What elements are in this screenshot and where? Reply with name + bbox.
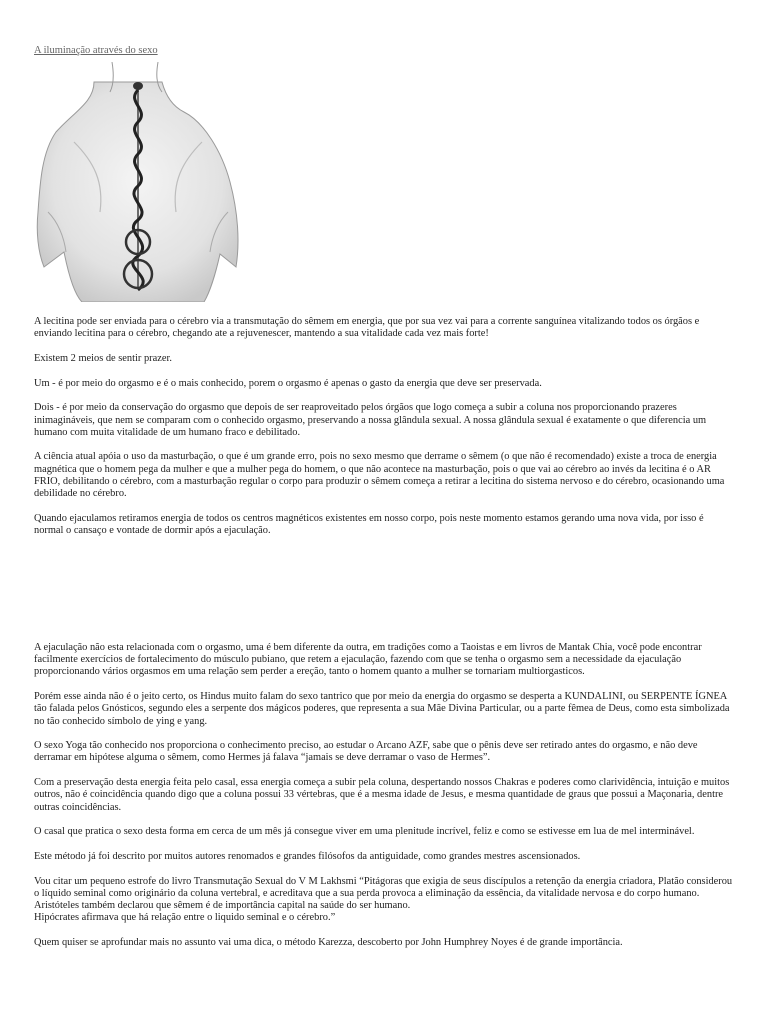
- paragraph: Quando ejaculamos retiramos energia de todos os centros magnéticos existentes em nosso corpo, pois neste momento estamos gerando uma nova vida, por isso é normal o cansaço e vontade de dormir após a ejaculação.: [34, 512, 704, 536]
- quote-line: Vou citar um pequeno estrofe do livro Transmutação Sexual do V M Lakhsmi “Pitágoras que exigia de seus discípulos a retenção da energia criadora, Platão considerou o líquido seminal como originário da coluna vertebral, e acreditava que a sua perda provoca a eliminação da essência, da vitalidade nervosa e do corpo humano.: [34, 875, 733, 899]
- paragraph: A ejaculação não esta relacionada com o orgasmo, uma é bem diferente da outra, em tradições como a Taoistas e em livros de Mantak Chia, você pode encontrar facilmente exercícios de fortalecimento do músculo pubiano, que retem a ejaculação, fazendo com que se tenha o orgasmo sem a necessidade da ejaculação proporcionando vários orgasmos em uma relação sem perder a ereção, tanto o homem quanto a mulher se tornariam multiorgasticos.: [34, 642, 702, 678]
- quote-line: Hipócrates afirmava que há relação entre o liquido seminal e o cérebro.”: [34, 912, 336, 924]
- paragraph: Este método já foi descrito por muitos autores renomados e grandes filósofos da antiguidade, como grandes mestres ascensionados.: [34, 850, 581, 862]
- paragraph: Existem 2 meios de sentir prazer.: [34, 352, 172, 364]
- article-title-link[interactable]: A iluminação através do sexo: [34, 45, 158, 56]
- quote-block: [34, 876, 734, 925]
- paragraph: Dois - é por meio da conservação do orgasmo que depois de ser reaproveitado pelos órgãos que logo começa a subir a coluna nos proporcionando prazeres inimagináveis, que nem se comparam com o conhecido orgasmo, preservando a nossa glândula sexual. A nossa glândula sexual é exatamente o que diferencia um humano com muita vitalidade de um humano fraco e debilitado.: [34, 402, 707, 438]
- spine-serpent-illustration: [34, 62, 240, 302]
- paragraph: Com a preservação desta energia feita pelo casal, essa energia começa a subir pela coluna, despertando nossos Chakras e poderes como clarividência, intuição e muitos outros, não é coincidência quando digo que a coluna possui 33 vértebras, que é a mesma idade de Jesus, e mesma quantidade de graus que possui a Maçonaria, dentre outras coincidências.: [34, 777, 730, 813]
- quote-line: Aristóteles também declarou que sêmem é de importância capital na saúde do ser humano.: [34, 900, 411, 912]
- paragraph: Um - é por meio do orgasmo e é o mais conhecido, porem o orgasmo é apenas o gasto da energia que deve ser preservada.: [34, 377, 542, 389]
- paragraph: A ciência atual apóia o uso da masturbação, o que é um grande erro, pois no sexo mesmo que derrame o sêmem (o que não é recomendado) existe a troca de energia magnética que o homem pega da mulher e que a mulher pega do homem, o que não acontece na masturbação, pois o que vai ao cérebro ao invés da lecitina é o AR FRIO, debilitando o cérebro, com a masturbação regular o corpo para produzir o sêmem começa a retirar a lecitina do sistema nervoso e do cérebro, ocasionando uma debilidade no cérebro.: [34, 451, 725, 500]
- article-header: [34, 40, 734, 302]
- paragraph: A lecitina pode ser enviada para o cérebro via a transmutação do sêmem em energia, que por sua vez vai para a corrente sanguínea vitalizando todos os órgãos e enviando lecitina para o cérebro, chegando ate a rejuvenescer, mantendo a sua vitalidade cada vez mais forte!: [34, 316, 700, 340]
- article-body-part-2: [34, 642, 734, 949]
- article-body-part-1: [34, 316, 734, 537]
- paragraph: O sexo Yoga tão conhecido nos proporciona o conhecimento preciso, ao estudar o Arcano AZF, sabe que o pênis deve ser retirado antes do orgasmo, e não deve derramar em hipótese alguma o sêmem, como Hermes já falava “jamais se deve derramar o vaso de Hermes”.: [34, 740, 698, 764]
- back-with-serpent-drawing: [34, 62, 240, 302]
- paragraph: Porém esse ainda não é o jeito certo, os Hindus muito falam do sexo tantrico que por meio da energia do orgasmo se desperta a KUNDALINI, ou SERPENTE ÍGNEA tão falada pelos Gnósticos, segundo eles a serpente dos mágicos poderes, que representa a sua Mãe Divina Particular, ou a parte fêmea de Deus, como esta simbolizada no tão conhecido símbolo de ying e yang.: [34, 691, 730, 727]
- paragraph: Quem quiser se aprofundar mais no assunto vai uma dica, o método Karezza, descoberto por John Humphrey Noyes é de grande importância.: [34, 936, 623, 948]
- paragraph: O casal que pratica o sexo desta forma em cerca de um mês já consegue viver em uma plenitude incrível, feliz e como se estivesse em lua de mel interminável.: [34, 826, 695, 838]
